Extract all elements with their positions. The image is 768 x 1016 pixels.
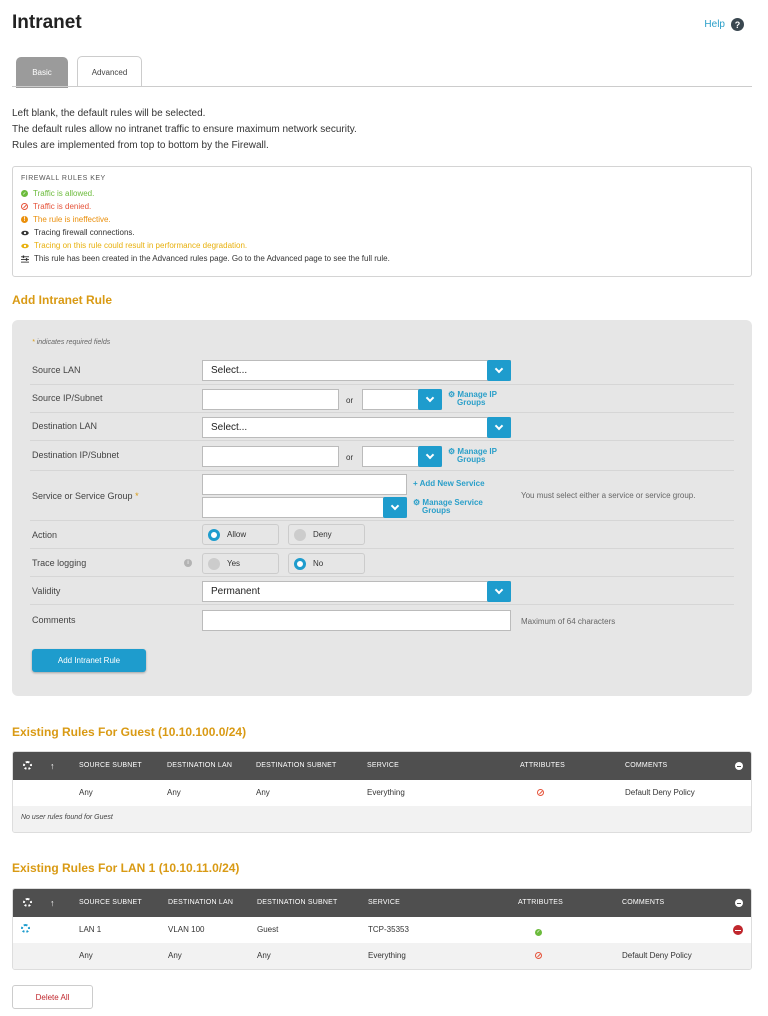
dest-ip-input[interactable]	[202, 446, 339, 467]
source-lan-value: Select...	[211, 365, 248, 376]
key-item-tracing-warning	[21, 239, 743, 252]
gear-small-icon: ⚙	[413, 498, 421, 507]
guest-rules-title: Existing Rules For Guest (10.10.100.0/24)	[12, 725, 247, 739]
radio-on-icon	[208, 529, 220, 541]
cell-service: TCP-35353	[368, 925, 409, 934]
table-header	[13, 752, 751, 780]
row-source-lan	[30, 357, 734, 385]
validity-value: Permanent	[211, 586, 260, 597]
col-destination-subnet: DESTINATION SUBNET	[257, 899, 338, 906]
cell-dest-subnet: Any	[256, 788, 270, 797]
service-label-text: Service or Service Group	[32, 491, 133, 501]
cell-service: Everything	[367, 788, 405, 797]
col-source-subnet: SOURCE SUBNET	[79, 762, 142, 769]
trace-no-radio[interactable]	[288, 553, 365, 574]
key-item-label: Tracing on this rule could result in performance degradation.	[34, 241, 248, 250]
link-text: Add New Service	[419, 479, 485, 488]
cell-service: Everything	[368, 951, 406, 960]
gear-icon[interactable]	[23, 898, 32, 907]
radio-off-icon	[208, 558, 220, 570]
table-row	[13, 943, 751, 969]
lan1-rules-title: Existing Rules For LAN 1 (10.10.11.0/24)	[12, 861, 240, 875]
source-lan-select[interactable]	[202, 360, 511, 381]
remove-rule-icon[interactable]	[733, 925, 743, 935]
deny-circle-icon	[21, 203, 28, 210]
add-intranet-rule-button[interactable]: Add Intranet Rule	[32, 649, 146, 672]
key-item-advanced	[21, 252, 743, 265]
col-source-subnet: SOURCE SUBNET	[79, 899, 142, 906]
tab-basic[interactable]: Basic	[16, 57, 68, 88]
action-label: Action	[32, 530, 58, 540]
source-ip-group-select[interactable]	[362, 389, 442, 410]
eye-warning-icon	[21, 242, 29, 250]
col-destination-subnet: DESTINATION SUBNET	[256, 762, 337, 769]
radio-label: No	[313, 559, 324, 568]
required-note: * indicates required fields	[32, 339, 111, 346]
col-destination-lan: DESTINATION LAN	[167, 762, 233, 769]
row-action	[30, 521, 734, 549]
manage-service-groups-link[interactable]	[413, 499, 483, 515]
key-item-label: Traffic is allowed.	[33, 189, 95, 198]
link-text: Groups	[422, 506, 451, 515]
dest-ip-group-select[interactable]	[362, 446, 442, 467]
or-text: or	[346, 396, 354, 405]
help-icon: ?	[731, 18, 744, 31]
tab-bar	[16, 56, 142, 88]
lan1-rules-table	[12, 888, 752, 970]
service-group-select[interactable]	[202, 497, 407, 518]
key-item-denied	[21, 200, 743, 213]
col-attributes: ATTRIBUTES	[520, 762, 566, 769]
comments-label: Comments	[32, 615, 76, 625]
col-service: SERVICE	[368, 899, 401, 906]
source-ip-input[interactable]	[202, 389, 339, 410]
cell-source: Any	[79, 951, 93, 960]
cell-source: Any	[79, 788, 93, 797]
cell-comments: Default Deny Policy	[622, 951, 692, 960]
page-title: Intranet	[12, 12, 82, 33]
minus-circle-icon[interactable]	[735, 762, 743, 770]
sliders-icon	[21, 255, 29, 263]
link-text: Groups	[457, 455, 486, 464]
chevron-down-icon[interactable]	[418, 389, 442, 410]
link-text: Manage IP	[457, 447, 497, 456]
row-comments	[30, 605, 734, 635]
row-dest-lan	[30, 413, 734, 441]
key-item-tracing	[21, 226, 743, 239]
eye-icon	[21, 229, 29, 237]
action-deny-radio[interactable]	[288, 524, 365, 545]
gear-icon[interactable]	[21, 924, 30, 933]
table-header	[13, 889, 751, 917]
cell-dest-lan: Any	[167, 788, 181, 797]
col-comments: COMMENTS	[625, 762, 668, 769]
tab-divider	[12, 86, 752, 87]
radio-label: Deny	[313, 530, 332, 539]
link-text: Groups	[457, 398, 486, 407]
cell-comments: Default Deny Policy	[625, 788, 695, 797]
col-comments: COMMENTS	[622, 899, 665, 906]
table-row	[13, 917, 751, 943]
radio-off-icon	[294, 529, 306, 541]
comments-input[interactable]	[202, 610, 511, 631]
row-source-ip	[30, 385, 734, 413]
validity-select[interactable]	[202, 581, 511, 602]
or-text: or	[346, 453, 354, 462]
row-dest-ip	[30, 441, 734, 471]
radio-on-icon	[294, 558, 306, 570]
radio-label: Yes	[227, 559, 241, 568]
table-row	[13, 780, 751, 806]
cell-source: LAN 1	[79, 925, 102, 934]
manage-ip-groups-link[interactable]	[448, 448, 497, 464]
key-title: FIREWALL RULES KEY	[21, 175, 106, 182]
row-validity	[30, 577, 734, 605]
help-link[interactable]	[704, 18, 744, 31]
row-trace-logging	[30, 549, 734, 577]
source-ip-label: Source IP/Subnet	[32, 393, 103, 403]
trace-logging-label: Trace logging	[32, 558, 87, 568]
gear-small-icon: ⚙	[448, 447, 456, 456]
warning-circle-icon: !	[21, 216, 28, 223]
arrow-up-icon[interactable]: ↑	[50, 898, 55, 908]
check-circle-icon: ✓	[22, 190, 27, 197]
no-rules-note: No user rules found for Guest	[13, 806, 751, 832]
required-note-text: indicates required fields	[36, 339, 111, 346]
cell-dest-subnet: Any	[257, 951, 271, 960]
service-label: Service or Service Group *	[32, 491, 139, 501]
key-item-label: Tracing firewall connections.	[34, 228, 135, 237]
source-lan-label: Source LAN	[32, 365, 81, 375]
col-destination-lan: DESTINATION LAN	[168, 899, 234, 906]
dest-lan-label: Destination LAN	[32, 421, 98, 431]
key-item-label: This rule has been created in the Advanced rules page. Go to the Advanced page to see the full rule.	[34, 254, 390, 263]
intro-text	[12, 106, 357, 154]
intro-line: Left blank, the default rules will be selected.	[12, 108, 206, 119]
col-service: SERVICE	[367, 762, 400, 769]
comments-hint: Maximum of 64 characters	[521, 617, 616, 626]
chevron-down-icon[interactable]	[487, 360, 511, 381]
key-item-label: Traffic is denied.	[33, 202, 92, 211]
cell-dest-lan: VLAN 100	[168, 925, 205, 934]
dest-ip-label: Destination IP/Subnet	[32, 450, 120, 460]
add-new-service-link[interactable]: + Add New Service	[413, 479, 485, 488]
firewall-rules-key	[12, 166, 752, 277]
guest-rules-table	[12, 751, 752, 833]
check-circle-icon: ✓	[536, 929, 541, 935]
chevron-down-icon[interactable]	[383, 497, 407, 518]
add-rule-title: Add Intranet Rule	[12, 293, 113, 307]
gear-icon[interactable]	[23, 761, 32, 770]
dest-lan-value: Select...	[211, 422, 248, 433]
cell-dest-lan: Any	[168, 951, 182, 960]
trace-yes-radio[interactable]	[202, 553, 279, 574]
key-item-ineffective	[21, 213, 743, 226]
radio-label: Allow	[227, 530, 247, 539]
validity-label: Validity	[32, 586, 61, 596]
service-hint: You must select either a service or service group.	[521, 491, 696, 500]
delete-all-button[interactable]: Delete All	[12, 985, 93, 1009]
cell-dest-subnet: Guest	[257, 925, 279, 934]
deny-circle-icon	[537, 789, 544, 798]
link-text: Manage Service	[422, 498, 483, 507]
key-item-allowed	[21, 187, 743, 200]
link-text: Manage IP	[457, 390, 497, 399]
col-attributes: ATTRIBUTES	[518, 899, 564, 906]
service-input[interactable]	[202, 474, 407, 495]
arrow-up-icon[interactable]: ↑	[50, 761, 55, 771]
action-allow-radio[interactable]	[202, 524, 279, 545]
deny-circle-icon	[535, 952, 542, 961]
info-icon[interactable]: i	[184, 559, 192, 567]
intro-line: Rules are implemented from top to bottom by the Firewall.	[12, 140, 269, 151]
row-service	[30, 471, 734, 521]
manage-ip-groups-link[interactable]	[448, 391, 497, 407]
intro-line: The default rules allow no intranet traffic to ensure maximum network security.	[12, 124, 357, 135]
chevron-down-icon[interactable]	[418, 446, 442, 467]
dest-lan-select[interactable]	[202, 417, 511, 438]
gear-small-icon: ⚙	[448, 390, 456, 399]
tab-advanced[interactable]: Advanced	[77, 56, 142, 87]
key-item-label: The rule is ineffective.	[33, 215, 111, 224]
add-rule-form	[12, 320, 752, 696]
chevron-down-icon[interactable]	[487, 581, 511, 602]
chevron-down-icon[interactable]	[487, 417, 511, 438]
help-label: Help	[704, 19, 725, 30]
minus-circle-icon[interactable]	[735, 899, 743, 907]
